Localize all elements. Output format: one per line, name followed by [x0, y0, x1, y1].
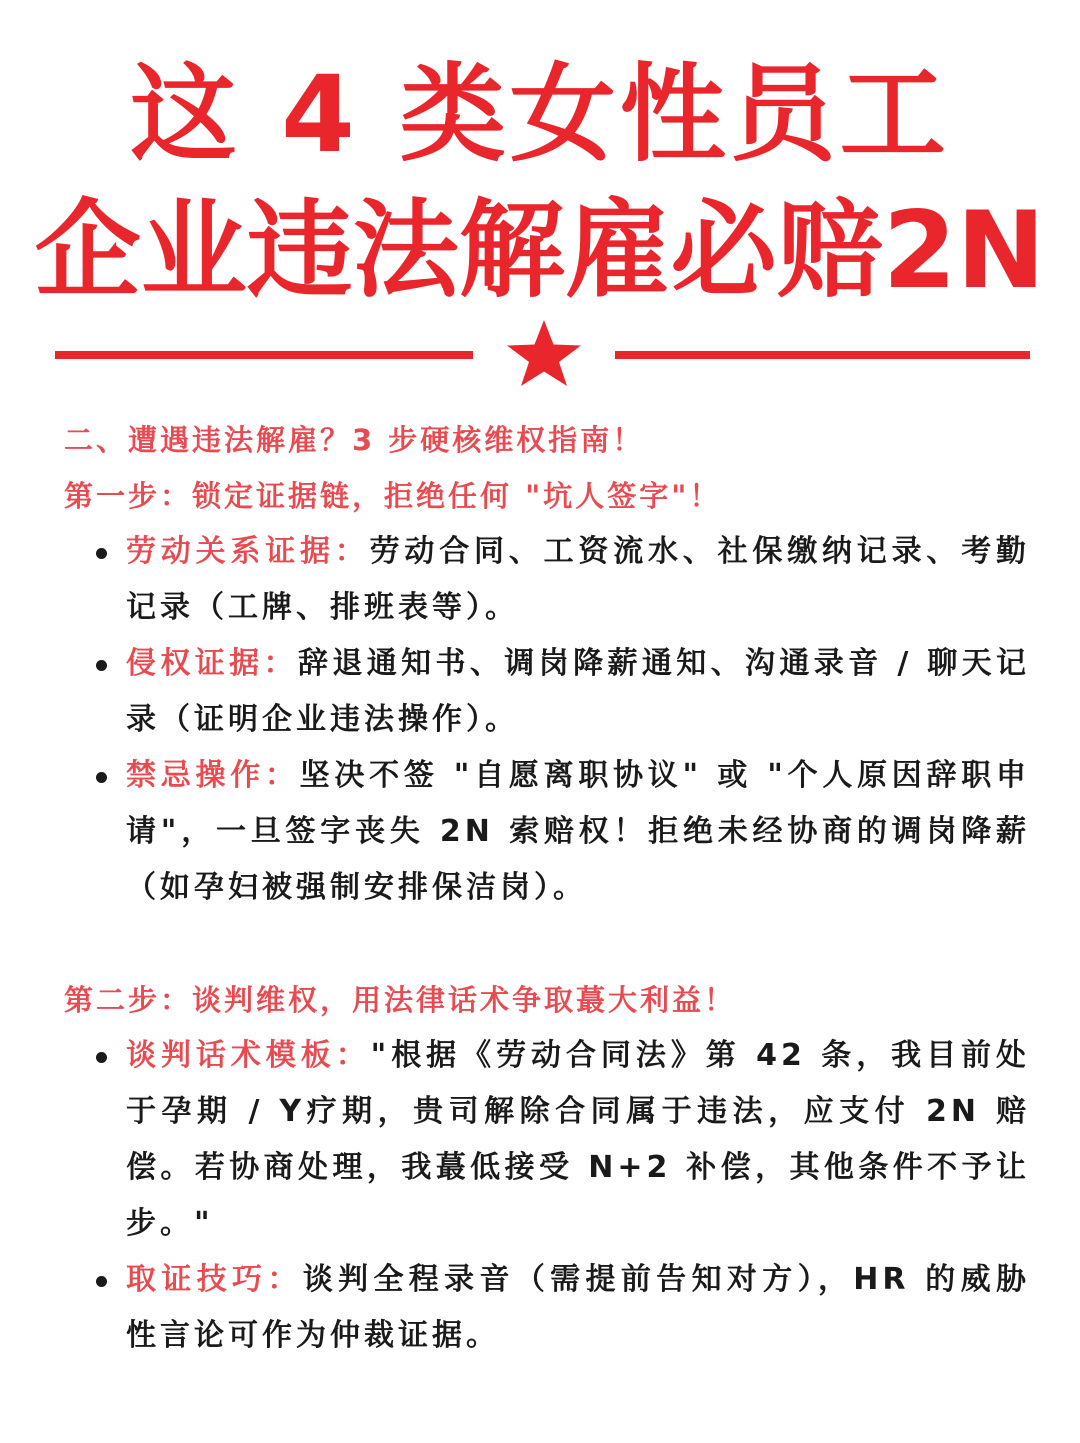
step-1-title: 第一步：锁定证据链，拒绝任何 "坑人签字"！ [64, 479, 722, 513]
list-item [64, 524, 1030, 636]
list-item [64, 1028, 1030, 1252]
bullet-icon [96, 1052, 107, 1063]
bullet-icon [96, 660, 107, 671]
divider-line-right [615, 351, 1030, 359]
title-line-1: 这 4 类女性员工 [130, 53, 950, 176]
title-line-2: 企业违法解雇必赔2N [34, 189, 1046, 312]
divider-line-left [55, 351, 473, 359]
item-text: 劳动合同、工资流水、社保缴纳记录、考勤记录（工牌、排班表等）。 [126, 534, 1031, 625]
item-text: 辞退通知书、调岗降薪通知、沟通录音 / 聊天记录（证明企业违法操作）。 [126, 646, 1030, 737]
bullet-icon [96, 548, 107, 559]
list-item [64, 748, 1030, 916]
step-2-title: 第二步：谈判维权，用法律话术争取蕞大利益！ [64, 983, 737, 1017]
item-label: 禁忌操作： [126, 758, 300, 793]
step-1-list [64, 524, 1030, 916]
item-label: 劳动关系证据： [126, 534, 370, 569]
title-divider [55, 318, 1030, 388]
list-item [64, 636, 1030, 748]
guide-content [64, 412, 1030, 1364]
section-heading: 二、遭遇违法解雇？3 步硬核维权指南！ [64, 423, 645, 457]
bullet-icon [96, 772, 107, 783]
bullet-icon [96, 1276, 107, 1287]
item-label: 取证技巧： [126, 1262, 303, 1297]
star-icon [503, 318, 585, 388]
item-text: 坚决不签 "自愿离职协议" 或 "个人原因辞职申请"，一旦签字丧失 2N 索赔权！拒绝未经协商的调岗降薪（如孕妇被强制安排保洁岗）。 [126, 758, 1030, 905]
step-2-list [64, 1028, 1030, 1364]
list-item [64, 1252, 1030, 1364]
item-text: "根据《劳动合同法》第 42 条，我目前处于孕期 / Y疗期，贵司解除合同属于违法，应支付 2N 赔偿。若协商处理，我蕞低接受 N+2 补偿，其他条件不予让步。" [126, 1038, 1030, 1241]
section-spacer [64, 916, 1030, 972]
item-label: 谈判话术模板： [126, 1038, 371, 1073]
item-label: 侵权证据： [126, 646, 298, 681]
item-text: 谈判全程录音（需提前告知对方），HR 的威胁性言论可作为仲裁证据。 [126, 1262, 1031, 1353]
